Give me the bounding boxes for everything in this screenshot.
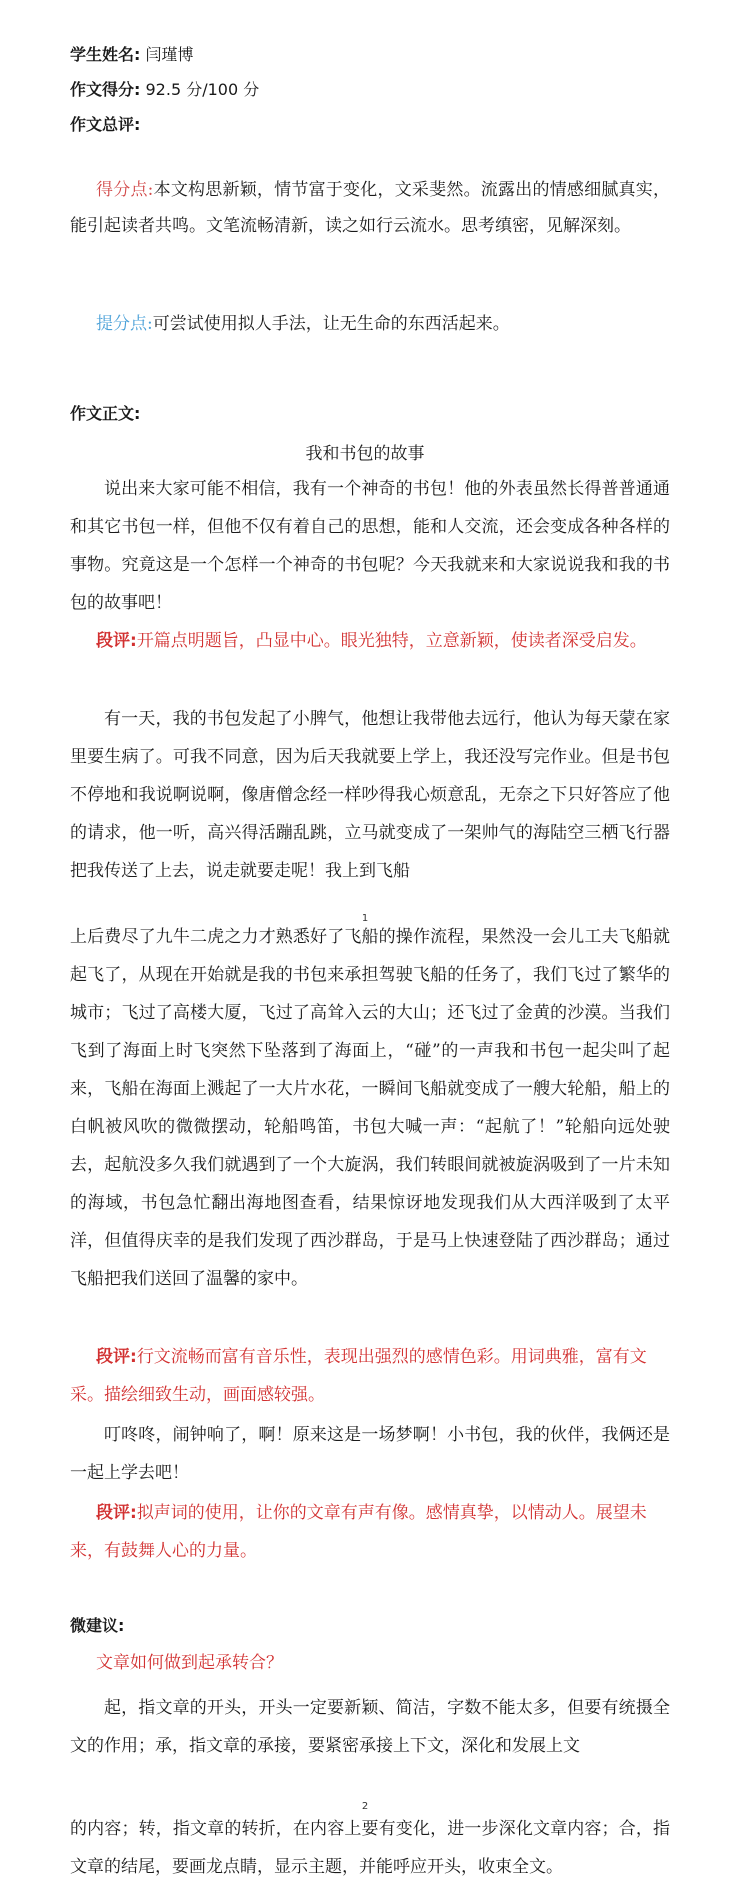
- essay-paragraph-2-part-2: 上后费尽了九牛二虎之力才熟悉好了飞船的操作流程，果然没一会儿工夫飞船就起飞了，从现在开始就是我的书包来承担驾驶飞船的任务了，我们飞过了繁华的城市；飞过了高楼大厦，飞过了高耸入云的大山；还飞过了金黄的沙漠。当我们飞到了海面上时飞突然下坠落到了海面上，“碰”的一声我和书包一起尖叫了起来，飞船在海面上溅起了一大片水花，一瞬间飞船就变成了一艘大轮船，船上的白帆被风吹的微微摆动，轮船鸣笛，书包大喊一声：“起航了！”轮船向远处驶去，起航没多久我们就遇到了一个大旋涡，我们转眼间就被旋涡吸到了一片未知的海域，书包急忙翻出海地图查看，结果惊讶地发现我们从大西洋吸到了太平洋，但值得庆幸的是我们发现了西沙群岛，于是马上快速登陆了西沙群岛；通过飞船把我们送回了温馨的家中。: [70, 927, 670, 1289]
- score-row: [70, 79, 259, 101]
- comment-label: 段评:: [96, 1347, 137, 1367]
- page-number-1: 1: [361, 913, 369, 924]
- suggestion-question: 文章如何做到起承转合？: [96, 1653, 283, 1673]
- improvement-text: 可尝试使用拟人手法，让无生命的东西活起来。: [152, 314, 510, 334]
- strengths-paragraph: [70, 172, 670, 244]
- score-value: 92.5 分/100 分: [145, 80, 260, 99]
- student-name-value: 闫瑾博: [145, 45, 194, 64]
- strengths-tag: 得分点:: [96, 180, 154, 200]
- student-name-label: 学生姓名:: [70, 45, 141, 64]
- essay-body-label: 作文正文:: [70, 404, 141, 423]
- suggestion-text-part-1: 起，指文章的开头，开头一定要新颖、简洁，字数不能太多，但要有统摄全文的作用；承，指文章的承接，要紧密承接上下文，深化和发展上文: [70, 1698, 670, 1756]
- comment-label: 段评:: [96, 1503, 137, 1523]
- page-number-2: 2: [361, 1801, 369, 1812]
- essay-title: 我和书包的故事: [305, 444, 425, 464]
- comment-text: 拟声词的使用，让你的文章有声有像。感情真挚，以情动人。展望未来，有鼓舞人心的力量。: [70, 1503, 647, 1561]
- paragraph-comment-3: [70, 1494, 670, 1570]
- comment-label: 段评:: [96, 631, 137, 651]
- essay-paragraph-3: 叮咚咚，闹钟响了，啊！原来这是一场梦啊！小书包，我的伙伴，我俩还是一起上学去吧！: [70, 1425, 670, 1483]
- overall-review-label: 作文总评:: [70, 115, 141, 134]
- essay-paragraph-2-part-1: 有一天，我的书包发起了小脾气，他想让我带他去远行，他认为每天蒙在家里要生病了。可我不同意，因为后天我就要上学上，我还没写完作业。但是书包不停地和我说啊说啊，像唐僧念经一样吵得我心烦意乱，无奈之下只好答应了他的请求，他一听，高兴得活蹦乱跳，立马就变成了一架帅气的海陆空三栖飞行器把我传送了上去，说走就要走呢！我上到飞船: [70, 709, 670, 881]
- suggestion-label: 微建议:: [70, 1616, 125, 1635]
- paragraph-comment-1: [70, 622, 670, 660]
- comment-text: 开篇点明题旨，凸显中心。眼光独特，立意新颖，使读者深受启发。: [136, 631, 647, 651]
- paragraph-comment-2: [70, 1338, 670, 1414]
- student-name-row: [70, 44, 194, 66]
- suggestion-text-part-2: 的内容；转，指文章的转折，在内容上要有变化，进一步深化文章内容；合，指文章的结尾，要画龙点睛，显示主题，并能呼应开头，收束全文。: [70, 1819, 670, 1877]
- score-label: 作文得分:: [70, 80, 141, 99]
- improvement-tag: 提分点:: [96, 314, 153, 334]
- improvement-paragraph: [70, 306, 670, 342]
- comment-text: 行文流畅而富有音乐性，表现出强烈的感情色彩。用词典雅，富有文采。描绘细致生动，画面感较强。: [70, 1347, 647, 1405]
- strengths-text: 本文构思新颖，情节富于变化，文采斐然。流露出的情感细腻真实，能引起读者共鸣。文笔流畅清新，读之如行云流水。思考缜密，见解深刻。: [70, 180, 670, 236]
- essay-paragraph-1: 说出来大家可能不相信，我有一个神奇的书包！他的外表虽然长得普普通通和其它书包一样，但他不仅有着自己的思想，能和人交流，还会变成各种各样的事物。究竟这是一个怎样一个神奇的书包呢？今天我就来和大家说说我和我的书包的故事吧！: [70, 479, 670, 613]
